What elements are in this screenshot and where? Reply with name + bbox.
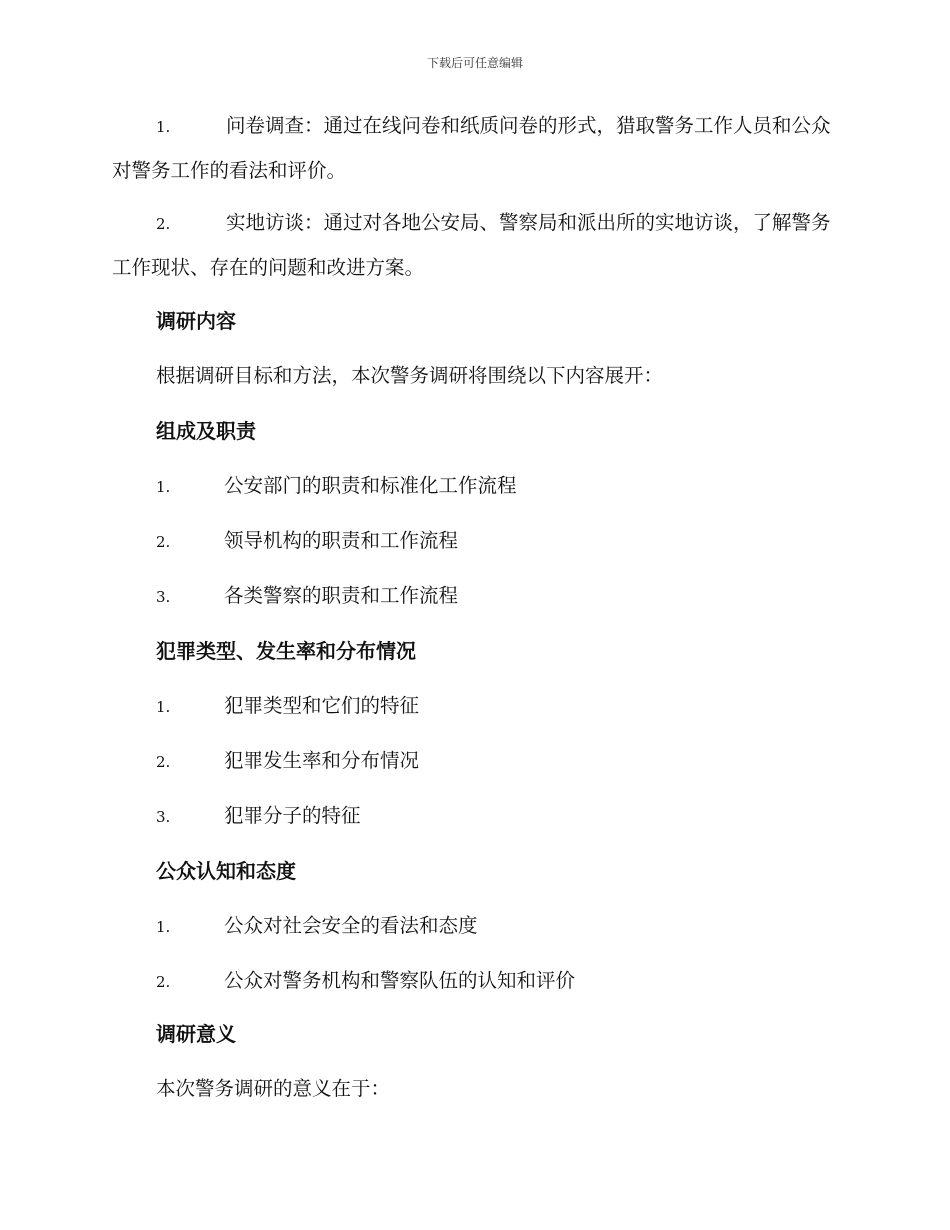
- list-number: 1.: [156, 698, 171, 716]
- list-item-text: 公众对社会安全的看法和态度: [224, 914, 478, 937]
- research-content-intro: 根据调研目标和方法，本次警务调研将围绕以下内容展开：: [156, 364, 664, 387]
- list-item: [156, 471, 517, 502]
- list-item: [156, 691, 419, 722]
- paragraph-text: 问卷调查：通过在线问卷和纸质问卷的形式，猎取警务工作人员和公众对警务工作的看法和评价。: [112, 114, 831, 182]
- heading-composition: 组成及职责: [156, 419, 256, 443]
- list-item-text: 犯罪分子的特征: [224, 804, 361, 827]
- list-item: [156, 581, 458, 612]
- list-number: 1.: [156, 918, 171, 936]
- list-number: 2.: [156, 753, 171, 771]
- significance-intro: 本次警务调研的意义在于：: [156, 1077, 391, 1100]
- heading-significance: 调研意义: [156, 1022, 236, 1046]
- list-item: [156, 746, 419, 777]
- heading-research-content: 调研内容: [156, 309, 236, 333]
- page-header: 下载后可任意编辑: [426, 56, 523, 70]
- list-item-text: 公安部门的职责和标准化工作流程: [224, 474, 517, 497]
- list-number: 3.: [156, 808, 171, 826]
- list-item-text: 领导机构的职责和工作流程: [224, 529, 459, 552]
- heading-public-attitude: 公众认知和态度: [156, 859, 296, 883]
- list-number: 1.: [156, 118, 171, 136]
- method-paragraph-2: [112, 201, 838, 290]
- method-paragraph-1: [112, 104, 838, 193]
- list-number: 2.: [156, 533, 171, 551]
- list-item-text: 犯罪类型和它们的特征: [224, 694, 420, 717]
- list-item: [156, 801, 361, 832]
- paragraph-text: 实地访谈：通过对各地公安局、警察局和派出所的实地访谈，了解警务工作现状、存在的问题和改进方案。: [112, 211, 831, 279]
- list-item: [156, 526, 458, 557]
- heading-crime: 犯罪类型、发生率和分布情况: [156, 639, 416, 663]
- list-item-text: 各类警察的职责和工作流程: [224, 584, 459, 607]
- list-item: [156, 966, 575, 997]
- list-number: 1.: [156, 478, 171, 496]
- list-item: [156, 911, 478, 942]
- list-item-text: 公众对警务机构和警察队伍的认知和评价: [224, 969, 576, 992]
- list-number: 3.: [156, 588, 171, 606]
- list-number: 2.: [156, 215, 171, 233]
- list-item-text: 犯罪发生率和分布情况: [224, 749, 420, 772]
- list-number: 2.: [156, 973, 171, 991]
